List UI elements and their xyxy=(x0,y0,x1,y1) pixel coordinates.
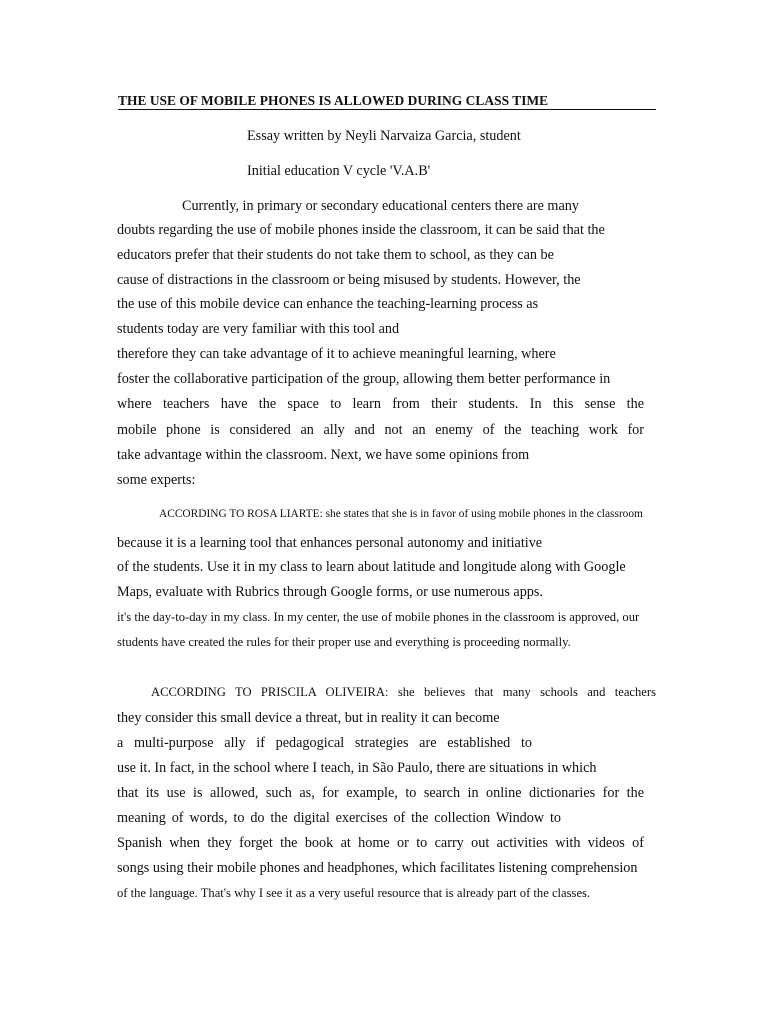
paragraph-line: therefore they can take advantage of it to achieve meaningful learning, where xyxy=(117,346,556,362)
paragraph-line: mobile phone is considered an ally and not an enemy of the teaching work for xyxy=(117,422,644,438)
paragraph-line: songs using their mobile phones and headphones, which facilitates listening comprehension xyxy=(117,860,638,876)
paragraph-line: the use of this mobile device can enhance the teaching-learning process as xyxy=(117,296,539,312)
document-title: THE USE OF MOBILE PHONES IS ALLOWED DURING CLASS TIME xyxy=(118,93,549,108)
paragraph-line: cause of distractions in the classroom or being misused by students. However, the xyxy=(117,272,581,288)
paragraph-line: Currently, in primary or secondary educational centers there are many xyxy=(182,198,579,214)
paragraph-line: of the students. Use it in my class to learn about latitude and longitude along with Google xyxy=(117,559,626,575)
paragraph-line: use it. In fact, in the school where I teach, in São Paulo, there are situations in which xyxy=(117,760,597,776)
paragraph-line: ACCORDING TO PRISCILA OLIVEIRA: she believes that many schools and teachers xyxy=(151,685,656,699)
paragraph-line: Maps, evaluate with Rubrics through Google forms, or use numerous apps. xyxy=(117,584,543,600)
paragraph-line: doubts regarding the use of mobile phones inside the classroom, it can be said that the xyxy=(117,222,605,238)
paragraph-line: some experts: xyxy=(117,472,196,488)
paragraph-line: where teachers have the space to learn from their students. In this sense the xyxy=(117,396,644,412)
paragraph-line: educators prefer that their students do not take them to school, as they can be xyxy=(117,247,554,263)
paragraph-line: Spanish when they forget the book at home or to carry out activities with videos of xyxy=(117,835,644,851)
paragraph-line: ACCORDING TO ROSA LIARTE: she states that she is in favor of using mobile phones in the classroom xyxy=(159,508,643,520)
paragraph-line: a multi-purpose ally if pedagogical strategies are established to xyxy=(117,735,532,751)
paragraph-line: foster the collaborative participation of the group, allowing them better performance in xyxy=(117,371,611,387)
paragraph-line: meaning of words, to do the digital exercises of the collection Window to xyxy=(117,810,561,826)
paragraph-line: of the language. That's why I see it as a very useful resource that is already part of the classes. xyxy=(117,886,591,900)
paragraph-line: students today are very familiar with this tool and xyxy=(117,321,400,337)
byline: Essay written by Neyli Narvaiza Garcia, student xyxy=(247,128,521,144)
paragraph-line: it's the day-to-day in my class. In my center, the use of mobile phones in the classroom is approved, our xyxy=(117,610,640,624)
paragraph-line: because it is a learning tool that enhances personal autonomy and initiative xyxy=(117,535,543,551)
paragraph-line: take advantage within the classroom. Next, we have some opinions from xyxy=(117,447,530,463)
paragraph-line: they consider this small device a threat, but in reality it can become xyxy=(117,710,500,726)
paragraph-line: that its use is allowed, such as, for example, to search in online dictionaries for the xyxy=(117,785,644,801)
subline: Initial education V cycle 'V.A.B' xyxy=(247,163,431,179)
title-underline xyxy=(118,109,656,110)
paragraph-line: students have created the rules for their proper use and everything is proceeding normally. xyxy=(117,635,571,649)
